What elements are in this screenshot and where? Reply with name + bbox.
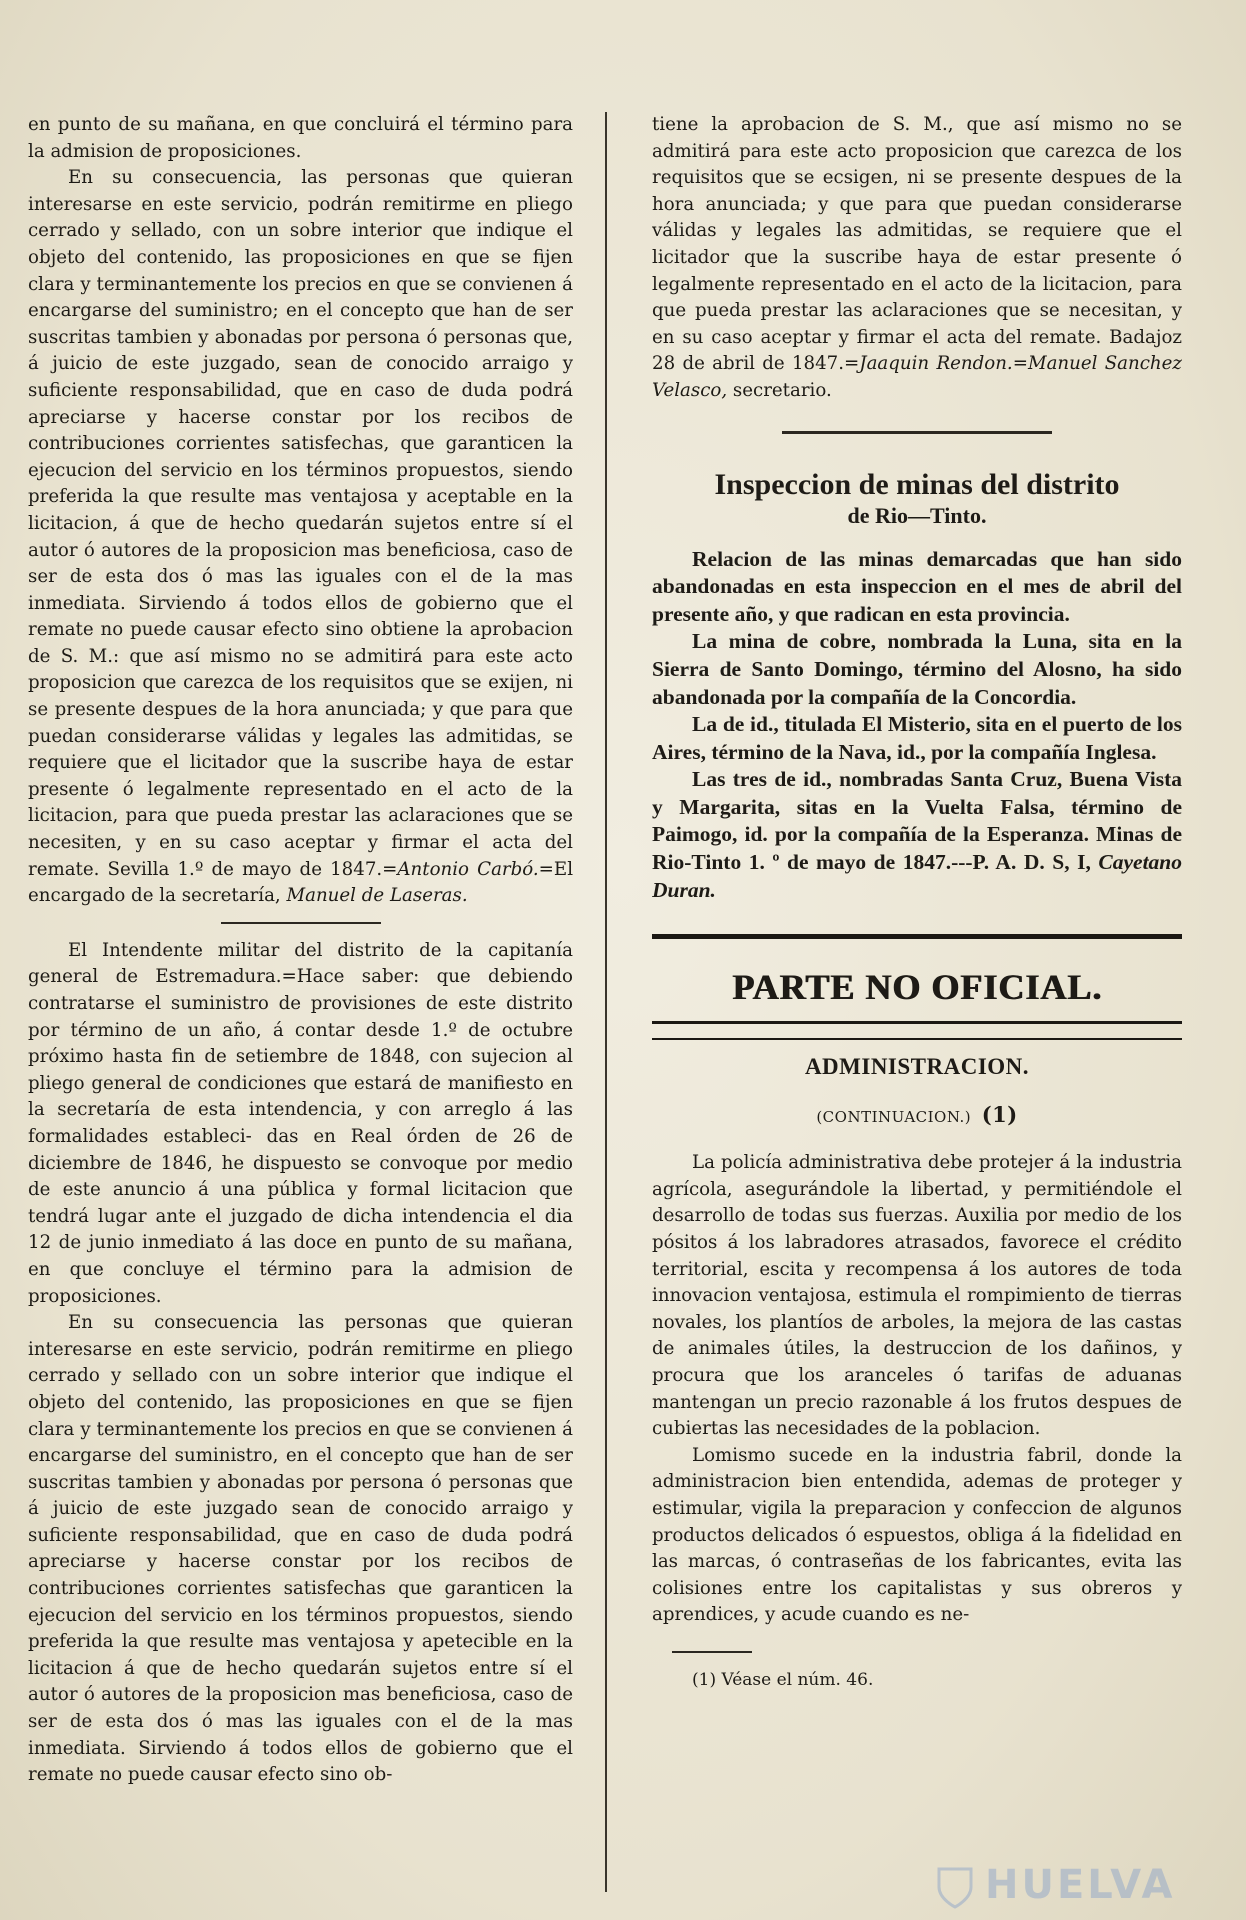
paragraph: Lomismo sucede en la industria fabril, donde la administracion bien entendida, ademas de proteger y estimular, vigila la preparacion y confeccion de algunos productos delicados ó espuestos, obliga á la fidelidad en las marcas, ó contraseñas de los fabricantes, evita las colisiones entre los capitalistas y sus obreros y aprendices, y acude cuando es ne- xyxy=(652,1444,1182,1626)
signature: Antonio Carbó. xyxy=(397,858,539,880)
right-column xyxy=(652,112,1182,1880)
signature: Manuel de Laseras. xyxy=(286,885,468,907)
separator-rule xyxy=(652,1021,1182,1024)
separator-rule xyxy=(652,1038,1182,1040)
paragraph: tiene la aprobacion de S. M., que así mismo no se admitirá para este acto proposicion que carezca de los requisitos que se ecsigen, ni se presente despues de la hora anunciada; y que para que puedan considerarse válidas y legales las admitidas, se requiere que el licitador que la suscribe haya de estar presente ó legalmente representado en el acto de la licitacion, para que pueda prestar las aclaraciones que se necesitan, y en su caso aceptar y firmar el acta del remate. Badajoz 28 de abril de 1847.=Jaaquin Rendon.=Manuel Sanchez Velasco, secretario. xyxy=(652,114,1182,401)
paragraph: Relacion de las minas demarcadas que han sido abandonadas en esta inspeccion en el mes de abril del presente año, y que radican en esta provincia. xyxy=(652,546,1182,626)
footnote: (1) Véase el núm. 46. xyxy=(692,1669,874,1690)
continuacion-label: (CONTINUACION.) (1) xyxy=(816,1102,1018,1128)
paragraph: La policía administrativa debe protejer á la industria agrícola, asegurándole la libertad, y permitiéndole el desarrollo de todas sus fuerzas. Auxilia por medio de los pósitos á los labradores atrasados, favorece el crédito territorial, escita y recompensa á los autores de toda innovacion ventajosa, estimula el rompimiento de tierras novales, los plantíos de arboles, la mejora de las castas de animales útiles, la destruccion de los dañinos, y procura que los aranceles ó tarifas de aduanas mantengan un precio razonable á los frutos despues de cubiertas las necesidades de la poblacion. xyxy=(652,1152,1182,1440)
paragraph: La mina de cobre, nombrada la Luna, sita en la Sierra de Santo Domingo, término del Alosno, ha sido abandonada por la compañía de la Concordia. xyxy=(652,629,1182,709)
paragraph: El Intendente militar del distrito de la capitanía general de Estremadura.=Hace saber: que debiendo contratarse el suministro de provisiones de este distrito por término de un año, á contar desde 1.º de octubre próximo hasta fin de setiembre de 1848, con sujecion al pliego general de condiciones que estará de manifiesto en la secretaría de esta intendencia, y con arreglo á las formalidades estableci- das en Real órden de 26 de diciembre de 1846, he dispuesto se convoque por medio de este anuncio á una pública y formal licitacion que tendrá lugar ante el juzgado de dicha intendencia el dia 12 de junio inmediato á las doce en punto de su mañana, en que concluye el término para la admision de proposiciones. xyxy=(28,939,573,1307)
paragraph: en punto de su mañana, en que concluirá el término para la admision de proposiciones. xyxy=(28,114,573,162)
parte-no-oficial-heading: PARTE NO OFICIAL. xyxy=(731,967,1103,1008)
section-heading: Inspeccion de minas del distrito xyxy=(714,467,1120,501)
footnote-mark: (1) xyxy=(981,1102,1018,1128)
paragraph: Las tres de id., nombradas Santa Cruz, Buena Vista y Margarita, sitas en la Vuelta Falsa, término de Paimogo, id. por la compañía de la Esperanza. Minas de Rio-Tinto 1. º de mayo de 1847.---P. A. D. S, I, Cayetano Duran. xyxy=(652,767,1182,902)
section-subheading: de Rio—Tinto. xyxy=(847,502,987,528)
separator-rule xyxy=(652,934,1182,939)
paragraph: En su consecuencia, las personas que quieran interesarse en este servicio, podrán remitirme en pliego cerrado y sellado, con un sobre interior que indique el objeto del contenido, las proposiciones en que se fijen clara y terminantemente los precios en que se convienen á encargarse del suministro; en el concepto que han de ser suscritas tambien y abonadas por persona ó personas que, á juicio de este juzgado, sean de conocido arraigo y suficiente responsabilidad, que en caso de duda podrá apreciarse y hacerse constar por los recibos de contribuciones corrientes satisfechas, que garanticen la ejecucion del servicio en los términos propuestos, siendo preferida la que resulte mas ventajosa y aceptable en la licitacion, á que de hecho quedarán sujetos entre sí el autor ó autores de la proposicion mas beneficiosa, caso de ser de esta dos ó mas las iguales con el de la mas inmediata. Sirviendo á todos ellos de gobierno que el remate no puede causar efecto sino obtiene la aprobacion de S. M.: que así mismo no se admitirá para este acto proposicion que carezca de los requisitos que se exijen, ni se presente despues de la hora anunciada; y que para que puedan considerarse válidas y legales las admitidas, se requiere que el licitador que la suscribe haya de estar presente ó legalmente representado en el acto de la licitacion, para que pueda prestar las aclaraciones que se necesiten, y en su caso aceptar y firmar el acta del remate. Sevilla 1.º de mayo de 1847.=Antonio Carbó.=El encargado de la secretaría, Manuel de Laseras. xyxy=(28,167,573,907)
left-column xyxy=(28,112,573,1880)
watermark: HUELVA xyxy=(985,1862,1176,1908)
shield-icon xyxy=(935,1865,975,1909)
signature: Jaaquin Rendon. xyxy=(859,353,1013,375)
signature: Manuel Sanchez Velasco, xyxy=(652,353,1182,401)
separator-rule xyxy=(782,431,1052,434)
column-divider xyxy=(605,112,607,1892)
signature: Cayetano Duran. xyxy=(652,850,1182,902)
administracion-title: ADMINISTRACION. xyxy=(804,1054,1030,1080)
paragraph: En su consecuencia las personas que quieran interesarse en este servicio, podrán remitirme en pliego cerrado y sellado con un sobre interior que indique el objeto del contenido, las proposiciones en que se fijen clara y terminantemente los precios en que se convienen á encargarse del suministro, en el concepto que han de ser suscritas tambien y abonadas por persona ó personas que á juicio de este juzgado sean de conocido arraigo y suficiente responsabilidad, que en caso de duda podrá apreciarse y hacerse constar por los recibos de contribuciones corrientes satisfechas que garanticen la ejecucion del servicio en los términos propuestos, siendo preferida la que resulte mas ventajosa y apetecible en la licitacion á que de hecho quedarán sujetos entre sí el autor ó autores de la proposicion mas beneficiosa, caso de ser de esta dos ó mas las iguales con el de la mas inmediata. Sirviendo á todos ellos de gobierno que el remate no puede causar efecto sino ob- xyxy=(28,1312,573,1786)
footnote-rule xyxy=(672,1651,752,1653)
separator-rule xyxy=(221,922,381,924)
paragraph: La de id., titulada El Misterio, sita en el puerto de los Aires, término de la Nava, id., por la compañía Inglesa. xyxy=(652,712,1182,764)
